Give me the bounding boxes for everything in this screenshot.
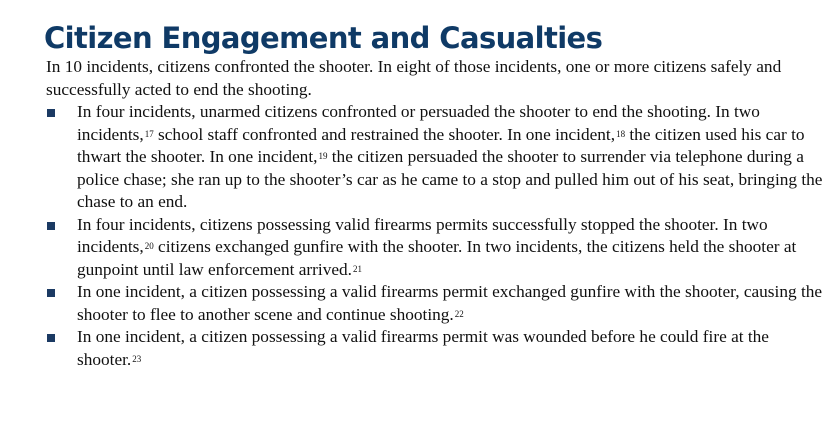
list-item bbox=[44, 326, 834, 371]
square-bullet-icon bbox=[47, 109, 55, 117]
intro-paragraph: In 10 incidents, citizens confronted the shooter. In eight of those incidents, one or more citizens safely and successfully acted to end the shooting. bbox=[46, 57, 782, 99]
footnote-marker: 18 bbox=[616, 128, 626, 139]
list-item-text: In four incidents, citizens possessing valid firearms permits successfully stopped the shooter. In two incidents,$^{20}$ citizens exchanged gunfire with the shooter. In two incidents, the citizens held the shooter at gunpoint until law enforcement arrived.$^{21}$ bbox=[77, 214, 797, 279]
footnote-marker: 23 bbox=[132, 353, 142, 364]
list-item bbox=[44, 281, 834, 326]
bullet-list bbox=[44, 101, 834, 371]
square-bullet-icon bbox=[47, 334, 55, 342]
footnote-marker: 21 bbox=[352, 263, 362, 274]
footnote-marker: 19 bbox=[318, 151, 328, 161]
section-title: Citizen Engagement and Casualties bbox=[44, 21, 603, 55]
list-item-text: In one incident, a citizen possessing a valid firearms permit was wounded before he could fire at the shooter.$^{23}$ bbox=[77, 327, 769, 369]
list-item-text: In one incident, a citizen possessing a valid firearms permit exchanged gunfire with the shooter, causing the shooter to flee to another scene and continue shooting.$^{22}$ bbox=[77, 282, 823, 324]
footnote-marker: 17 bbox=[144, 128, 154, 139]
list-item bbox=[44, 101, 834, 214]
document-page bbox=[44, 20, 834, 371]
list-item bbox=[44, 214, 834, 282]
list-item-text: In four incidents, unarmed citizens confronted or persuaded the shooter to end the shooting. In two incidents,$^{17}$ school staff confronted and restrained the shooter. In one incident,$^{18}$ the citizen used his car to thwart the shooter. In one incident,$^{19}$ the citizen persuaded the shooter to surrender via telephone during a police chase; she ran up to the shooter’s car as he came to a stop and pulled him out of his seat, bringing the chase to an end. bbox=[77, 102, 823, 211]
square-bullet-icon bbox=[47, 222, 55, 230]
section-body bbox=[44, 56, 834, 371]
footnote-marker: 20 bbox=[144, 241, 154, 251]
footnote-marker: 22 bbox=[454, 308, 464, 319]
square-bullet-icon bbox=[47, 289, 55, 297]
